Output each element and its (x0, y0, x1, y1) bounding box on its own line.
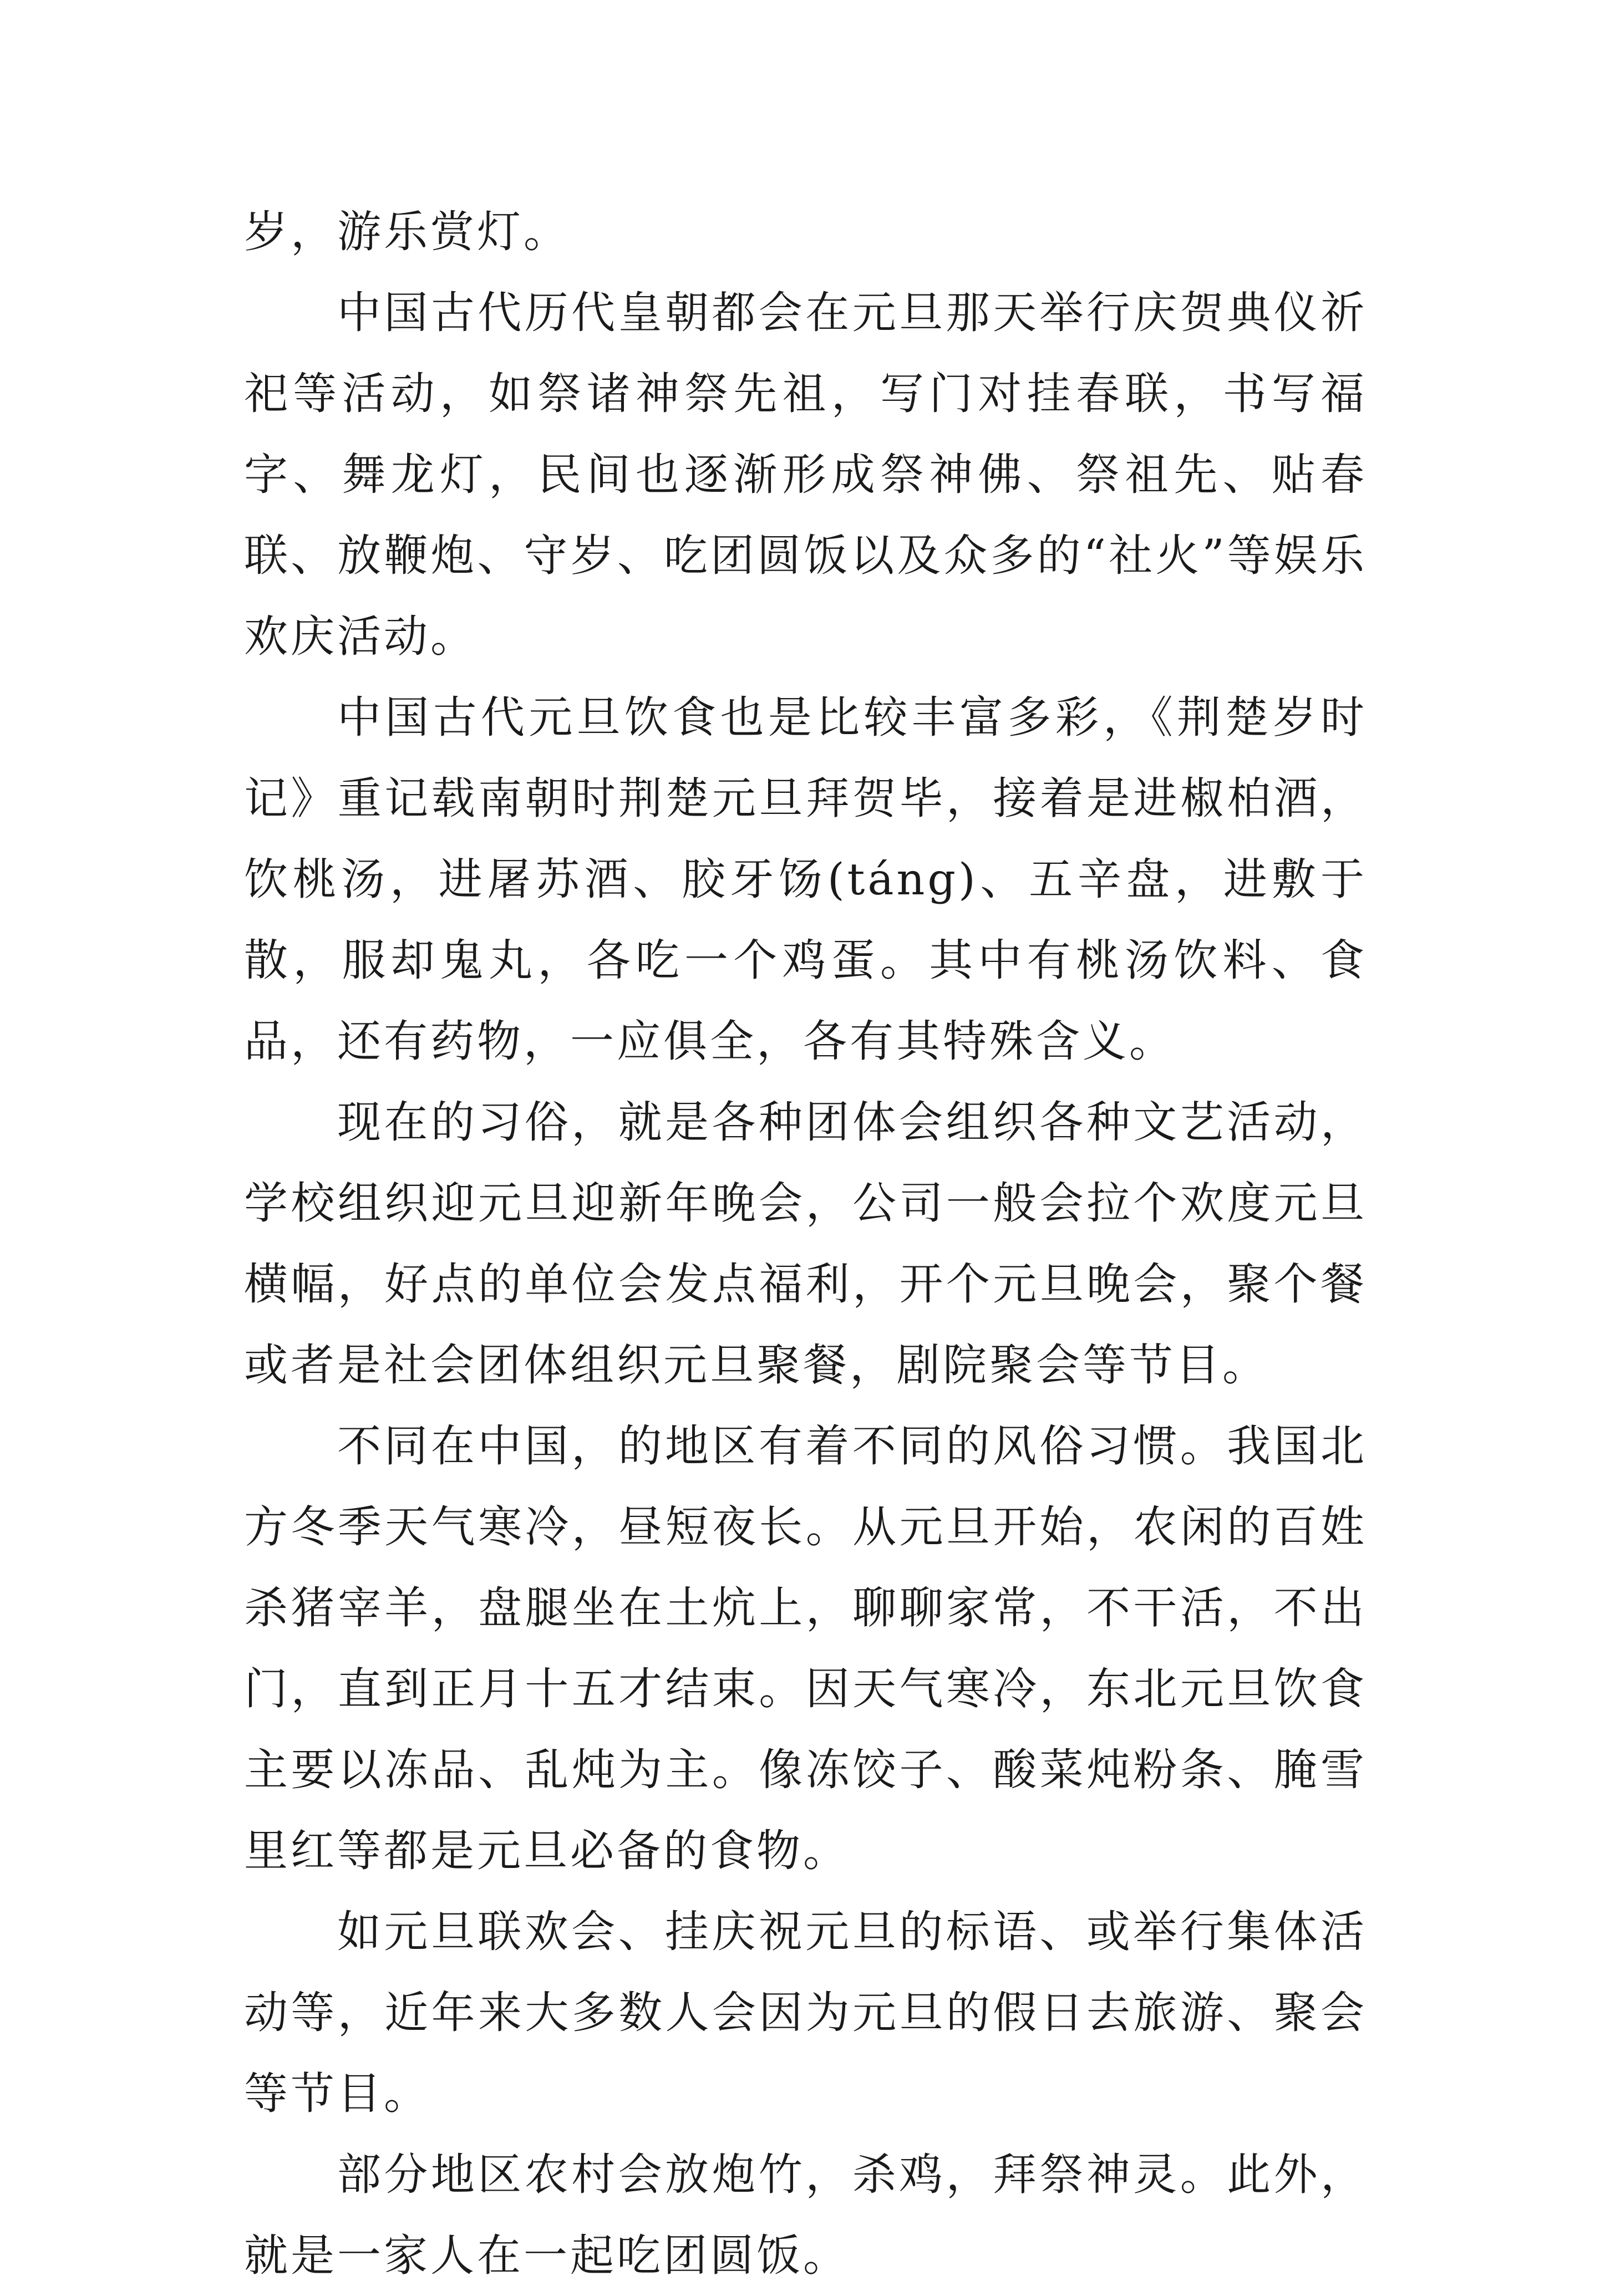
paragraph-1: 岁，游乐赏灯。 (244, 206, 570, 257)
body-text (244, 191, 1367, 2296)
paragraph-2: 中国古代历代皇朝都会在元旦那天举行庆贺典仪祈祀等活动，如祭诸神祭先祖，写门对挂春联，书写福字、舞龙灯，民间也逐渐形成祭神佛、祭祖先、贴春联、放鞭炮、守岁、吃团圆饭以及众多的“社火”等娱乐欢庆活动。 (244, 287, 1367, 662)
paragraph-4: 现在的习俗，就是各种团体会组织各种文艺活动，学校组织迎元旦迎新年晚会，公司一般会拉个欢度元旦横幅，好点的单位会发点福利，开个元旦晚会，聚个餐或者是社会团体组织元旦聚餐，剧院聚会等节目。 (244, 1097, 1367, 1391)
paragraph-3: 中国古代元旦饮食也是比较丰富多彩，《荆楚岁时记》重记载南朝时荆楚元旦拜贺毕，接着是进椒柏酒，饮桃汤，进屠苏酒、胶牙饧(táng)、五辛盘，进敷于散，服却鬼丸，各吃一个鸡蛋。其中有桃汤饮料、食品，还有药物，一应俱全，各有其特殊含义。 (244, 692, 1367, 1067)
paragraph-7: 部分地区农村会放炮竹，杀鸡，拜祭神灵。此外，就是一家人在一起吃团圆饭。 (244, 2149, 1367, 2281)
paragraph-5: 不同在中国，的地区有着不同的风俗习惯。我国北方冬季天气寒冷，昼短夜长。从元旦开始，农闲的百姓杀猪宰羊，盘腿坐在土炕上，聊聊家常，不干活，不出门，直到正月十五才结束。因天气寒冷，东北元旦饮食主要以冻品、乱炖为主。像冻饺子、酸菜炖粉条、腌雪里红等都是元旦必备的食物。 (244, 1421, 1367, 1876)
paragraph-6: 如元旦联欢会、挂庆祝元旦的标语、或举行集体活动等，近年来大多数人会因为元旦的假日去旅游、聚会等节目。 (244, 1906, 1367, 2119)
